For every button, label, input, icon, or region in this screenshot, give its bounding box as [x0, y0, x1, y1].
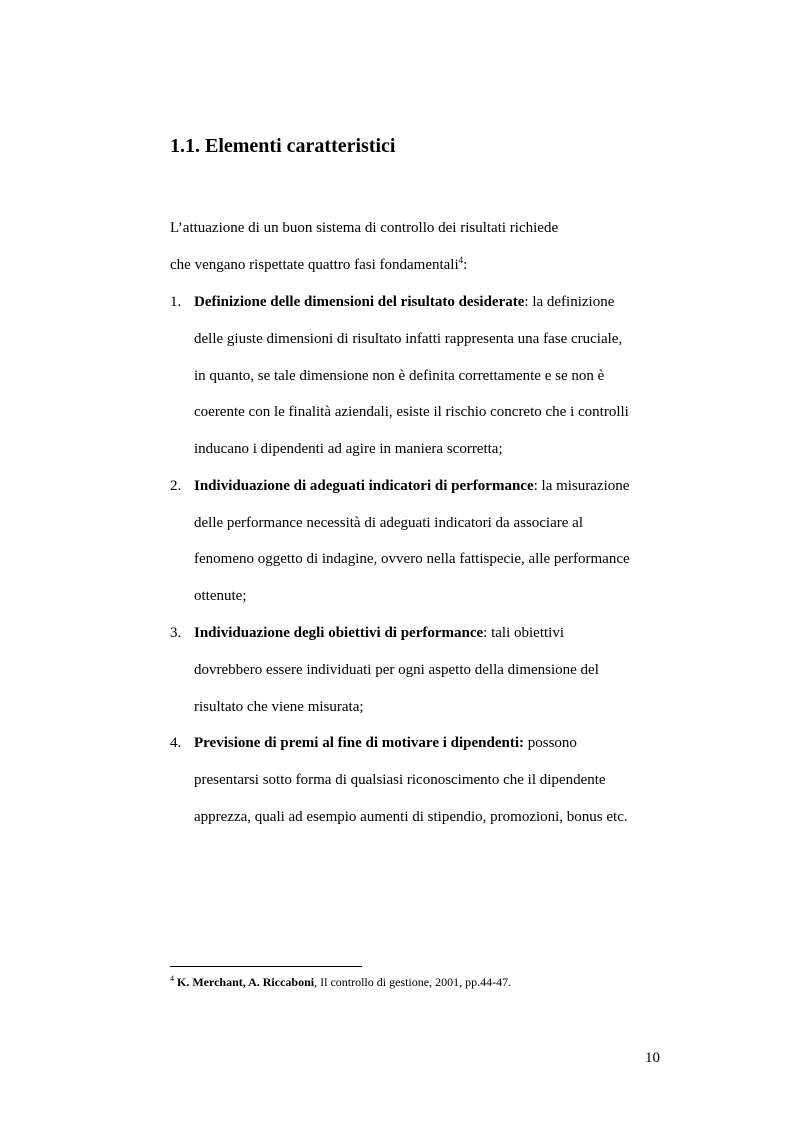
list-item-line: dovrebbero essere individuati per ogni aspetto della dimensione del: [194, 662, 599, 678]
list-item-line: delle performance necessità di adeguati indicatori da associare al: [194, 515, 583, 531]
list-number: 1.: [170, 294, 182, 310]
list-item-text: : la definizione: [524, 294, 615, 310]
list-item-line: ottenute;: [194, 588, 247, 604]
list-item-text: : tali obiettivi: [483, 625, 564, 641]
page-number: 10: [645, 1050, 660, 1066]
list-item-title: Individuazione di adeguati indicatori di performance: [194, 478, 534, 494]
list-item-line: inducano i dipendenti ad agire in maniera scorretta;: [194, 441, 503, 457]
list-item-text: possono: [524, 735, 577, 751]
list-item-title: Previsione di premi al fine di motivare i dipendenti:: [194, 735, 524, 751]
list-item-title: Definizione delle dimensioni del risultato desiderate: [194, 294, 525, 310]
intro-line-1: L’attuazione di un buon sistema di controllo dei risultati richiede: [170, 220, 559, 236]
footnote: [170, 974, 511, 990]
footnote-authors: K. Merchant, A. Riccaboni: [177, 975, 315, 989]
list-number: 2.: [170, 478, 182, 494]
list-item-line: in quanto, se tale dimensione non è definita correttamente e se non è: [194, 368, 605, 384]
list-item-first-line: [194, 292, 614, 312]
list-item-line: risultato che viene misurata;: [194, 699, 364, 715]
list-item-line: apprezza, quali ad esempio aumenti di stipendio, promozioni, bonus etc.: [194, 809, 628, 825]
intro-line-2-text: che vengano rispettate quattro fasi fondamentali: [170, 257, 459, 273]
list-item-title: Individuazione degli obiettivi di performance: [194, 625, 484, 641]
list-item-first-line: [194, 623, 564, 643]
list-item-line: presentarsi sotto forma di qualsiasi riconoscimento che il dipendente: [194, 772, 606, 788]
list-item-first-line: [194, 733, 577, 753]
list-item-first-line: [194, 476, 629, 496]
list-item-line: coerente con le finalità aziendali, esiste il rischio concreto che i controlli: [194, 404, 629, 420]
footnote-separator: [170, 966, 362, 967]
footnote-marker: 4: [170, 974, 174, 983]
list-number: 4.: [170, 735, 182, 751]
section-heading: 1.1. Elementi caratteristici: [170, 135, 396, 157]
footnote-reference: 4: [458, 255, 464, 265]
list-number: 3.: [170, 625, 182, 641]
list-item-line: fenomeno oggetto di indagine, ovvero nella fattispecie, alle performance: [194, 551, 630, 567]
list-item-line: delle giuste dimensioni di risultato infatti rappresenta una fase cruciale,: [194, 331, 623, 347]
footnote-citation: , Il controllo di gestione, 2001, pp.44-47.: [314, 975, 512, 989]
intro-line-2: [170, 255, 467, 275]
list-item-text: : la misurazione: [533, 478, 630, 494]
intro-line-2-end: :: [463, 257, 468, 273]
